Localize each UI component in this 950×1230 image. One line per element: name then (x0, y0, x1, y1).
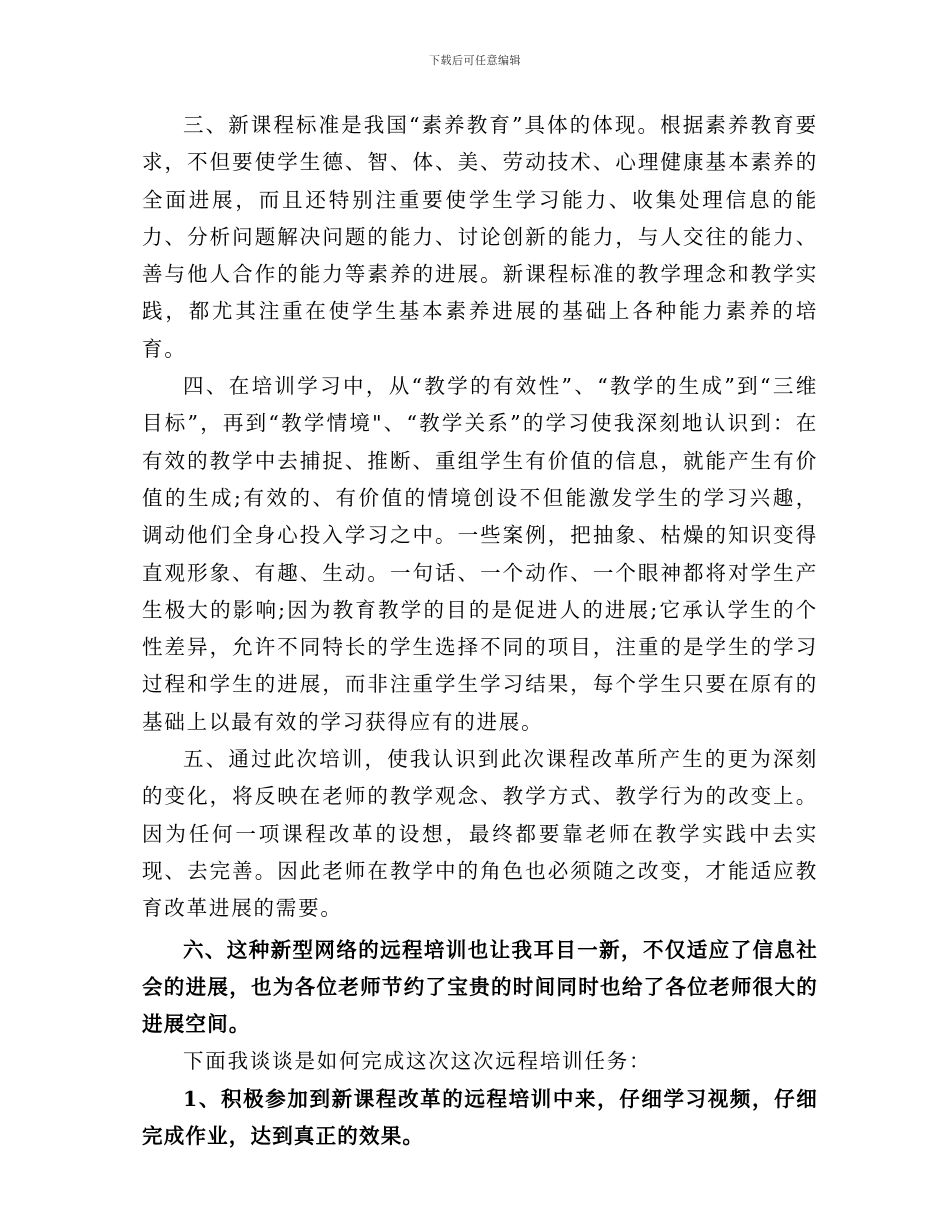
paragraph-task-one: 1、积极参加到新课程改革的远程培训中来，仔细学习视频，仔细完成作业，达到真正的效果。 (142, 1086, 818, 1149)
paragraph-six: 六、这种新型网络的远程培训也让我耳目一新，不仅适应了信息社会的进展，也为各位老师节约了宝贵的时间同时也给了各位老师很大的进展空间。 (142, 937, 818, 1037)
paragraph-intro-tasks: 下面我谈谈是如何完成这次这次远程培训任务： (183, 1049, 652, 1074)
page-header: 下载后可任意编辑 (429, 54, 521, 67)
paragraph-four: 四、在培训学习中，从“教学的有效性”、“教学的生成”到“三维目标”，再到“教学情境"、“教学关系”的学习使我深刻地认识到：在有效的教学中去捕捉、推断、重组学生有价值的信息，就能产生有价值的生成;有效的、有价值的情境创设不但能激发学生的学习兴趣，调动他们全身心投入学习之中。一些案例，把抽象、枯燥的知识变得直观形象、有趣、生动。一句话、一个动作、一个眼神都将对学生产生极大的影响;因为教育教学的目的是促进人的进展;它承认学生的个性差异，允许不同特长的学生选择不同的项目，注重的是学生的学习过程和学生的进展，而非注重学生学习结果，每个学生只要在原有的基础上以最有效的学习获得应有的进展。 (142, 374, 818, 734)
document-body (142, 107, 818, 1155)
paragraph-five: 五、通过此次培训，使我认识到此次课程改革所产生的更为深刻的变化，将反映在老师的教学观念、教学方式、教学行为的改变上。因为任何一项课程改革的设想，最终都要靠老师在教学实践中去实现、去完善。因此老师在教学中的角色也必须随之改变，才能适应教育改革进展的需要。 (142, 747, 818, 921)
paragraph-three: 三、新课程标准是我国“素养教育”具体的体现。根据素养教育要求，不但要使学生德、智、体、美、劳动技术、心理健康基本素养的全面进展，而且还特别注重要使学生学习能力、收集处理信息的能力、分析问题解决问题的能力、讨论创新的能力，与人交往的能力、善与他人合作的能力等素养的进展。新课程标准的教学理念和教学实践，都尤其注重在使学生基本素养进展的基础上各种能力素养的培育。 (142, 113, 818, 361)
